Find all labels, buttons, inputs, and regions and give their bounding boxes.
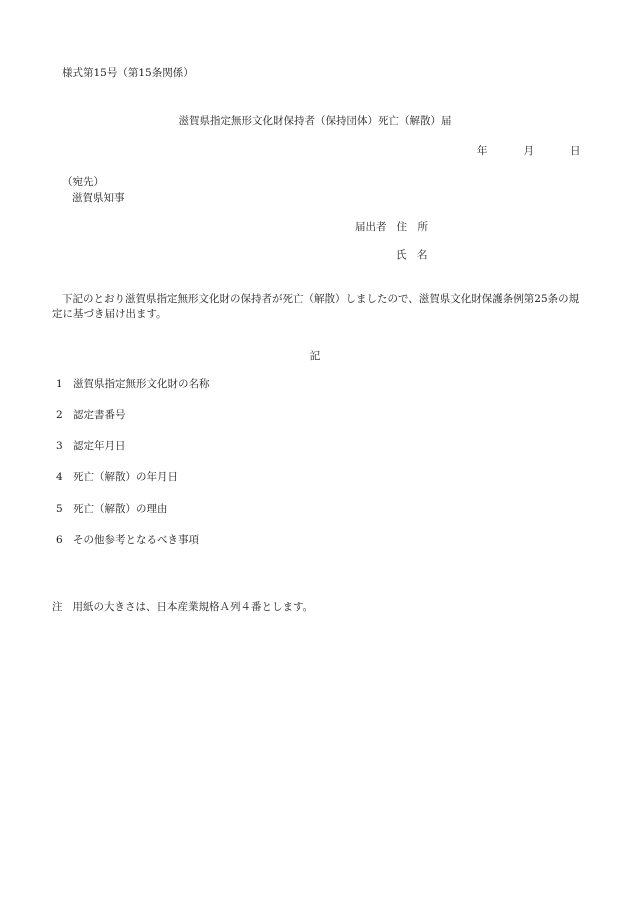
address-label: 住 所 [396,221,428,233]
item-number: 6 [56,534,63,546]
notifier-label: 届出者 [355,221,387,233]
item-number: 3 [56,440,63,452]
date-day: 日 [570,145,581,157]
footnote [52,600,313,615]
list-item [56,408,126,423]
date-line [477,144,581,159]
ki-heading: 記 [309,350,321,362]
item-label: 死亡（解散）の年月日 [73,471,178,483]
name-label: 氏 名 [396,249,428,261]
addressee-label: （宛先） [62,176,104,188]
list-item [56,502,168,517]
note-text: 用紙の大きさは、日本産業規格Ａ列４番とします。 [72,601,314,613]
notifier-name-row [396,248,428,263]
item-label: 滋賀県指定無形文化財の名称 [73,378,210,390]
item-number: 2 [56,409,63,421]
date-year: 年 [477,145,488,157]
item-number: 1 [56,378,63,390]
note-label: 注 [52,601,63,613]
form-number: 様式第15号（第15条関係） [62,67,194,79]
item-label: 認定年月日 [73,440,126,452]
item-number: 5 [56,503,63,515]
date-month: 月 [523,145,534,157]
list-item [56,470,178,485]
item-number: 4 [56,471,63,483]
body-paragraph: 下記のとおり滋賀県指定無形文化財の保持者が死亡（解散）しましたので、滋賀県文化財保護条例第25条の規定に基づき届け出ます。 [52,293,580,321]
list-item [56,439,126,454]
list-item [56,377,210,392]
item-label: 死亡（解散）の理由 [73,503,168,515]
addressee: 滋賀県知事 [72,192,125,204]
list-item [56,533,199,548]
notifier-address-row [355,220,428,235]
item-label: その他参考となるべき事項 [73,534,199,546]
item-label: 認定書番号 [73,409,126,421]
document-title: 滋賀県指定無形文化財保持者（保持団体）死亡（解散）届 [178,115,452,127]
